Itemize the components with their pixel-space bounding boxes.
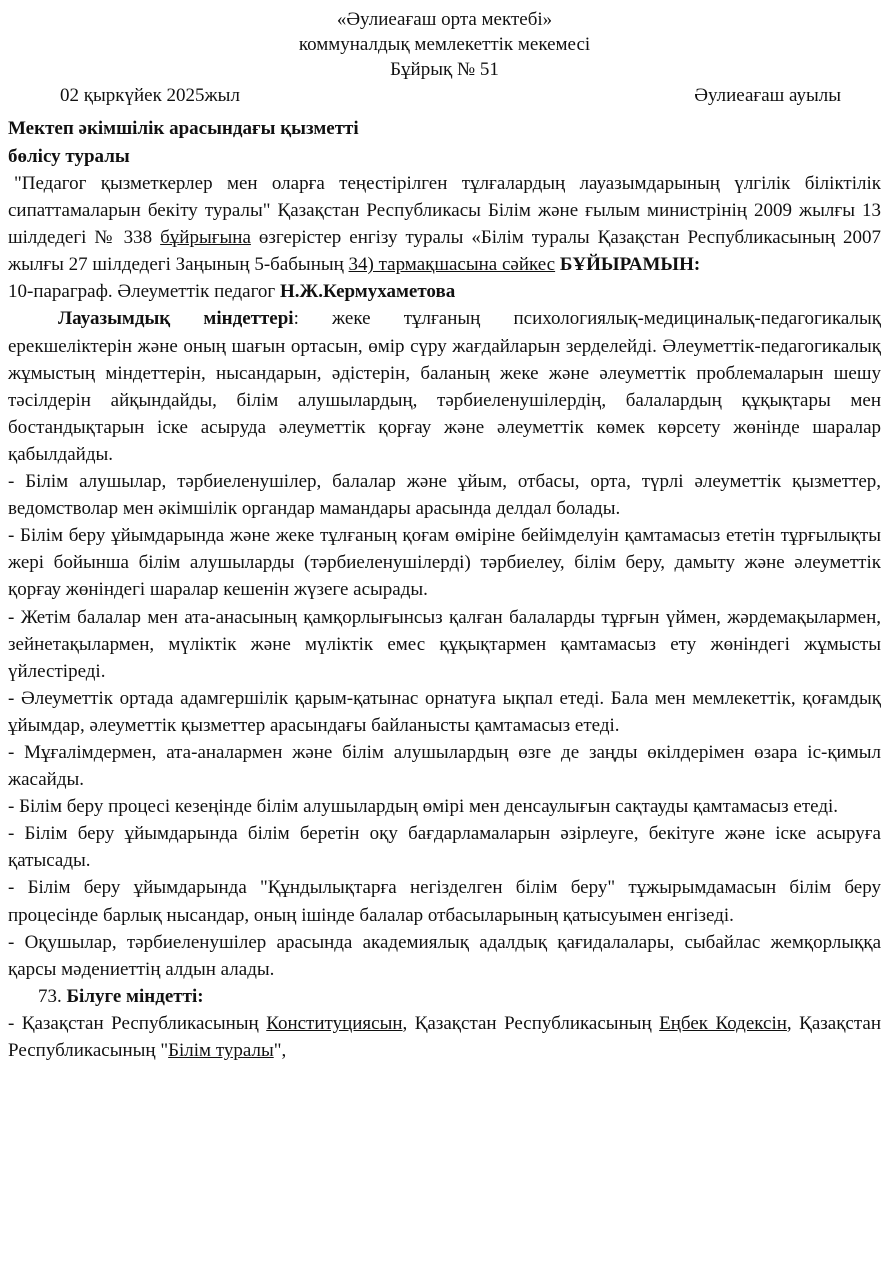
title-line-1: Мектеп әкімшілік арасындағы қызметті xyxy=(8,118,359,139)
preamble-text: "Педагог қызметкерлер мен оларға теңестірілген тұлғалардың лауазымдарының үлгілік біліктілік сипаттамаларын бекіту туралы" Қазақстан Республикасы Білім және ғылым министрінің 2009 жылғы 13 шілдедегі № 338 xyxy=(8,173,881,249)
school-name: «Әулиеағаш орта мектебі» xyxy=(336,9,553,30)
education-law-link[interactable]: Білім туралы xyxy=(168,1040,274,1061)
law-reference-link[interactable]: 34) тармақшасына сәйкес xyxy=(348,254,556,276)
paragraph-10 xyxy=(8,278,881,305)
duty-item: - Мұғалімдермен, ата-аналармен және білім алушылардың өзге де заңды өкілдерімен өзара іс-қимыл жасайды. xyxy=(8,741,881,791)
knowledge-text: , Қазақстан Республикасының " xyxy=(8,1012,881,1061)
knowledge-heading xyxy=(8,983,881,1010)
duties-intro-text: : жеке тұлғаның психологиялық-медициналық-педагогикалық ерекшеліктерін және оның шағын ортасын, өмір сүру жағдайларын зерделейді. Әлеуметтік-педагогикалық жұмыстың міндеттерін, нысандарын, әдістерін, баланың жеке және әлеуметтік проблемаларын шешу тәсілдерін айқындайды, білім алушылардың, тәрбиеленушілердің, балалардың құқықтары мен бостандықтарын іске асыруда әлеуметтік қорғау және әлеуметтік көмек көрсету жөнінде шаралар қабылдайды. xyxy=(8,308,881,465)
duties-intro xyxy=(8,305,881,468)
knowledge-text: ", xyxy=(273,1040,287,1061)
duty-item: - Білім беру ұйымдарында және жеке тұлғаның қоғам өміріне бейімделуін қамтамасыз ететін тұрғылықты жері бойынша білім алушыларды (тәрбиеленушілерді) тәрбиелеу, білім беру, дамыту және әлеуметтік қорғау жөніндегі шаралар кешенін жүзеге асырады. xyxy=(8,525,881,601)
duty-item: - Білім беру ұйымдарында "Құндылықтарға негізделген білім беру" тұжырымдамасын білім беру процесінде барлық нысандар, оның ішінде балалар отбасыларының қатысуымен енгізеді. xyxy=(8,877,881,926)
preamble xyxy=(8,170,881,278)
knowledge-number: 73. xyxy=(38,985,67,1007)
order-reference-link[interactable]: бұйрығына xyxy=(160,227,251,249)
constitution-link[interactable]: Конституциясын xyxy=(266,1012,403,1034)
paragraph-label: 10-параграф. Әлеуметтік педагог xyxy=(8,281,280,303)
knowledge-title: Білуге міндетті: xyxy=(66,985,204,1007)
command-word: БҰЙЫРАМЫН: xyxy=(559,254,701,276)
document-title xyxy=(8,115,359,171)
labor-code-link[interactable]: Еңбек Кодексін xyxy=(659,1012,787,1034)
knowledge-item xyxy=(8,1010,881,1064)
institution-type: коммуналдық мемлекеттік мекемесі xyxy=(298,34,591,55)
duty-item: - Жетім балалар мен ата-анасының қамқорлығынсыз қалған балаларды тұрғын үймен, жәрдемақылармен, зейнетақылармен, мүліктік және мүліктік емес құқықтармен қамтамасыз ету жөніндегі жұмысты үйлестіреді. xyxy=(8,606,881,682)
duty-item: - Әлеуметтік ортада адамгершілік қарым-қатынас орнатуға ықпал етеді. Бала мен мемлекеттік, қоғамдық ұйымдар, әлеуметтік қызметтер арасындағы байланысты қамтамасыз етеді. xyxy=(8,687,881,736)
order-number: Бұйрық № 51 xyxy=(390,59,499,80)
duty-item: - Білім алушылар, тәрбиеленушілер, балалар және ұйым, отбасы, орта, түрлі әлеуметтік қызметтер, ведомстволар мен әкімшілік органдар мамандары арасында делдал болады. xyxy=(8,471,881,520)
knowledge-text: , Қазақстан Республикасының xyxy=(402,1012,660,1034)
order-date: 02 қыркүйек 2025жыл xyxy=(60,85,240,106)
preamble-text: өзгерістер енгізу туралы «Білім туралы Қазақстан Республикасының 2007 жылғы 27 шілдедегі Заңының 5-бабының xyxy=(8,227,882,276)
document-body xyxy=(8,170,881,1064)
duties-heading: Лауазымдық міндеттері xyxy=(58,308,294,330)
knowledge-text: - Қазақстан Республикасының xyxy=(8,1012,267,1034)
title-line-2: бөлісу туралы xyxy=(8,146,130,167)
duty-item: - Білім беру ұйымдарында білім беретін оқу бағдарламаларын әзірлеуге, бекітуге және іске асыруға қатысады. xyxy=(8,823,881,872)
duty-item: - Оқушылар, тәрбиеленушілер арасында академиялық адалдық қағидалалары, сыбайлас жемқорлыққа қарсы мәдениеттің алдын алады. xyxy=(8,931,881,980)
duty-item: - Білім беру процесі кезеңінде білім алушылардың өмірі мен денсаулығын сақтауды қамтамасыз етеді. xyxy=(8,796,839,818)
order-place: Әулиеағаш ауылы xyxy=(694,85,841,106)
staff-name: Н.Ж.Кермухаметова xyxy=(279,281,456,303)
